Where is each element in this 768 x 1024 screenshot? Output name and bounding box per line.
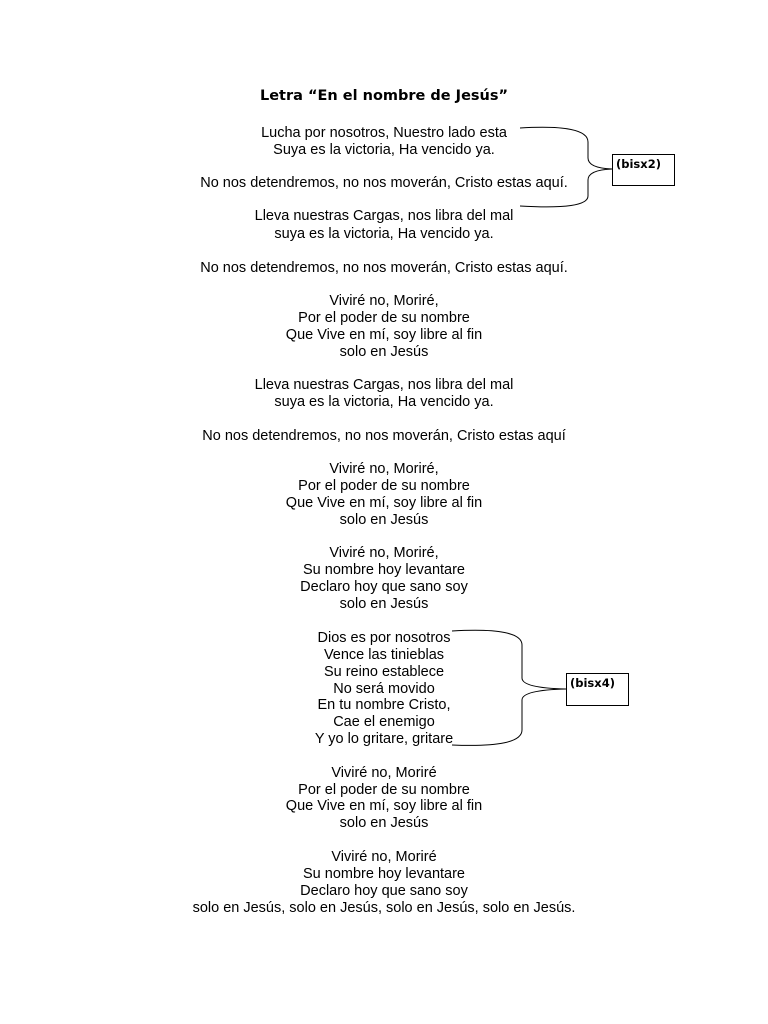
lyric-line: Por el poder de su nombre	[298, 478, 470, 494]
lyric-line: Que Vive en mí, soy libre al fin	[285, 327, 483, 343]
lyric-line: suya es la victoria, Ha vencido ya.	[274, 226, 494, 242]
lyric-line: solo en Jesús	[339, 815, 429, 831]
lyric-line: Lucha por nosotros, Nuestro lado esta	[261, 125, 507, 141]
lyric-line: Y yo lo gritare, gritare	[314, 731, 454, 747]
lyric-line: solo en Jesús, solo en Jesús, solo en Jesús, solo en Jesús.	[192, 900, 576, 916]
lyric-line: suya es la victoria, Ha vencido ya.	[274, 394, 494, 410]
lyric-line: Por el poder de su nombre	[298, 782, 470, 798]
lyric-line: Suya es la victoria, Ha vencido ya.	[273, 142, 495, 158]
lyric-line: Viviré no, Moriré,	[329, 293, 439, 309]
lyric-line: No nos detendremos, no nos moverán, Cristo estas aquí	[202, 428, 566, 444]
bisx4-box: (bisx4)	[566, 673, 629, 706]
lyric-line: Viviré no, Moriré,	[329, 545, 439, 561]
lyric-line: No nos detendremos, no nos moverán, Cristo estas aquí.	[200, 260, 568, 276]
lyric-line: Que Vive en mí, soy libre al fin	[285, 495, 483, 511]
lyric-line: No nos detendremos, no nos moverán, Cristo estas aquí.	[200, 175, 568, 191]
lyric-line: Que Vive en mí, soy libre al fin	[285, 798, 483, 814]
lyric-line: solo en Jesús	[339, 512, 429, 528]
lyric-line: Dios es por nosotros	[317, 630, 451, 646]
lyric-line: Declaro hoy que sano soy	[300, 883, 468, 899]
lyric-line: solo en Jesús	[339, 596, 429, 612]
lyric-line: Su reino establece	[323, 664, 445, 680]
lyric-line: Viviré no, Moriré,	[329, 461, 439, 477]
lyric-line: En tu nombre Cristo,	[317, 697, 451, 713]
bisx2-box: (bisx2)	[612, 154, 675, 186]
lyric-line: Viviré no, Moriré	[331, 849, 437, 865]
bisx2-bracket	[520, 127, 612, 207]
lyric-line: Su nombre hoy levantare	[302, 866, 465, 882]
lyric-line: No será movido	[333, 681, 435, 697]
lyric-line: solo en Jesús	[339, 344, 429, 360]
lyric-line: Viviré no, Moriré	[331, 765, 437, 781]
lyric-line: Su nombre hoy levantare	[302, 562, 465, 578]
page-title: Letra “En el nombre de Jesús”	[259, 88, 509, 104]
lyric-line: Por el poder de su nombre	[298, 310, 470, 326]
lyric-line: Vence las tinieblas	[323, 647, 445, 663]
bisx4-bracket	[452, 630, 566, 745]
lyric-line: Cae el enemigo	[333, 714, 435, 730]
lyric-line: Lleva nuestras Cargas, nos libra del mal	[254, 208, 514, 224]
lyric-line: Lleva nuestras Cargas, nos libra del mal	[254, 377, 514, 393]
lyric-line: Declaro hoy que sano soy	[300, 579, 468, 595]
